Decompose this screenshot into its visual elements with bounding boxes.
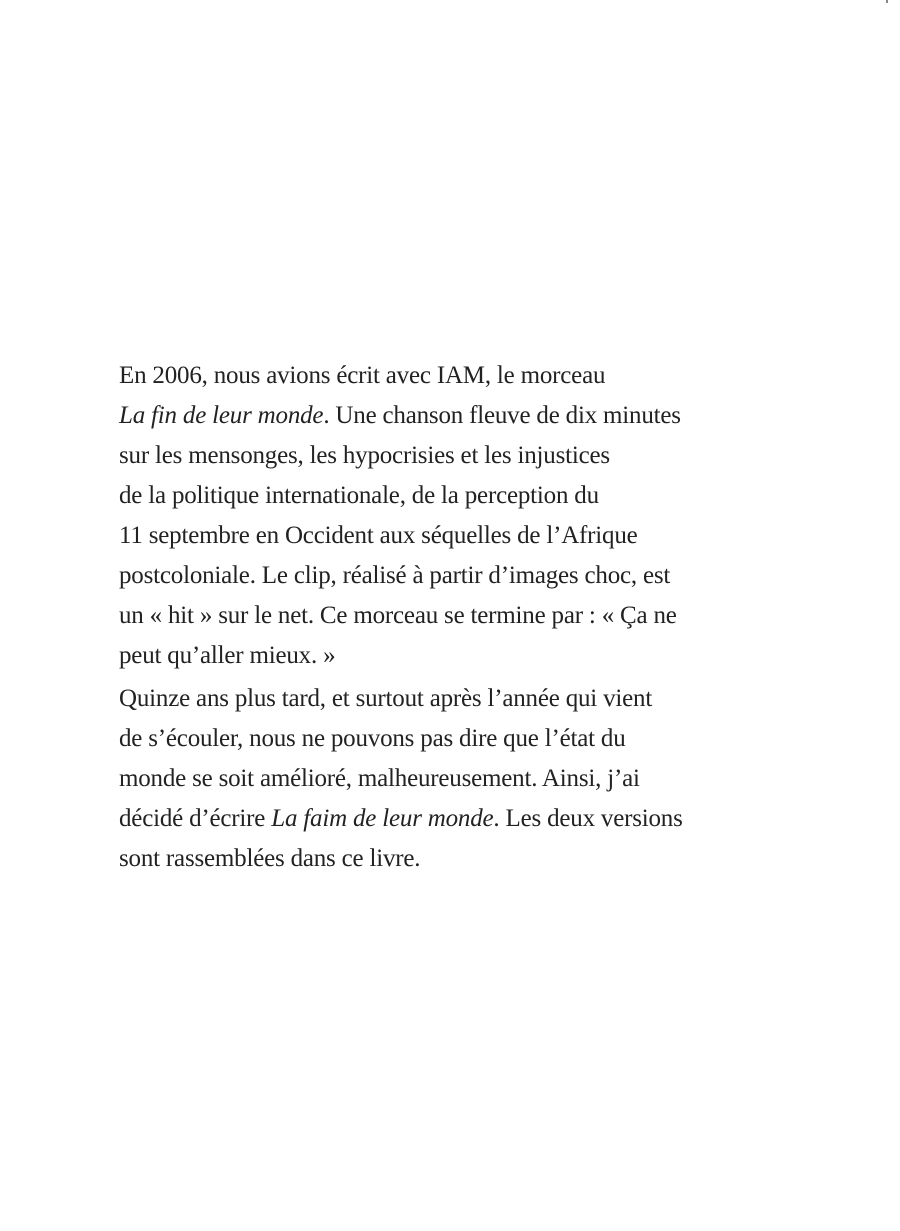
text-segment: un « hit » sur le net. Ce morceau se termine par : « Ça ne: [119, 602, 677, 629]
text-line: [119, 799, 779, 839]
text-line: [119, 759, 779, 799]
text-line: [119, 636, 779, 676]
text-line: [119, 839, 779, 879]
text-line: [119, 679, 779, 719]
text-segment: peut qu’aller mieux. »: [119, 642, 336, 669]
text-line: [119, 436, 779, 476]
text-line: [119, 516, 779, 556]
text-segment: En 2006, nous avions écrit avec IAM, le morceau: [119, 362, 606, 389]
text-line: [119, 356, 779, 396]
paragraph-2: [119, 679, 779, 879]
text-line: [119, 719, 779, 759]
text-line: [119, 476, 779, 516]
song-title-la-fin-de-leur-monde: La fin de leur monde: [119, 402, 324, 429]
text-line: [119, 596, 779, 636]
crop-mark: [886, 0, 888, 3]
text-segment: de la politique internationale, de la perception du: [119, 482, 599, 509]
text-segment: 11 septembre en Occident aux séquelles de l’Afrique: [119, 522, 638, 549]
body-text: [119, 356, 779, 879]
text-segment: monde se soit amélioré, malheureusement. Ainsi, j’ai: [119, 765, 640, 792]
text-segment: Quinze ans plus tard, et surtout après l’année qui vient: [119, 685, 653, 712]
text-segment: sont rassemblées dans ce livre.: [119, 845, 421, 872]
text-segment: sur les mensonges, les hypocrisies et les injustices: [119, 442, 610, 469]
text-segment: . Les deux versions: [493, 805, 683, 832]
text-line: [119, 556, 779, 596]
text-line: [119, 396, 779, 436]
text-segment: postcoloniale. Le clip, réalisé à partir d’images choc, est: [119, 562, 671, 589]
text-segment: . Une chanson fleuve de dix minutes: [323, 402, 681, 429]
text-segment: de s’écouler, nous ne pouvons pas dire que l’état du: [119, 725, 626, 752]
paragraph-1: [119, 356, 779, 676]
text-segment: décidé d’écrire: [119, 805, 272, 832]
song-title-la-faim-de-leur-monde: La faim de leur monde: [271, 805, 494, 832]
